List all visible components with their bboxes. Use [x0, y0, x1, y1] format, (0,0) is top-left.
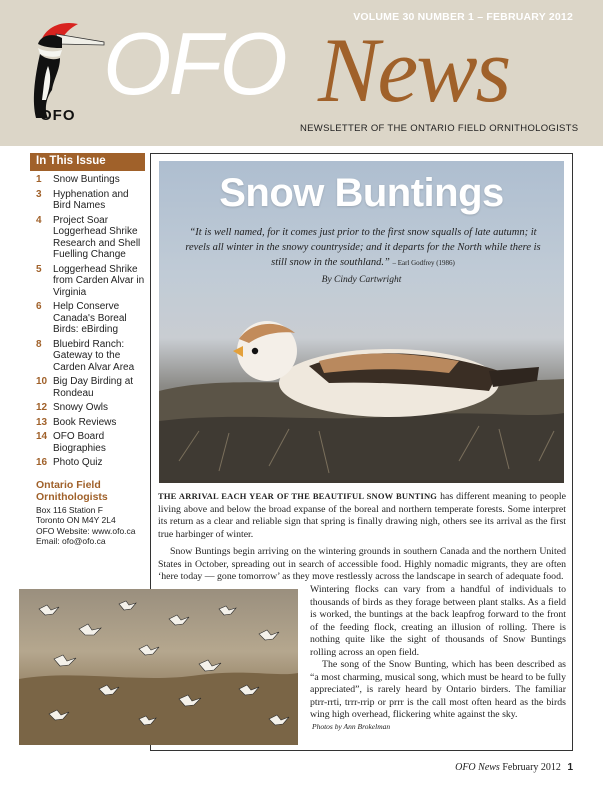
- page-footer: [455, 762, 573, 773]
- toc-item[interactable]: [30, 339, 145, 374]
- toc-page-number: 1: [36, 174, 42, 185]
- footer-date: February 2012: [502, 762, 561, 773]
- toc-page-number: 10: [36, 376, 48, 387]
- address-line: Box 116 Station F: [36, 504, 103, 515]
- toc-page-number: 8: [36, 338, 42, 350]
- page-number: 1: [567, 762, 573, 773]
- toc-page-number: 5: [36, 263, 42, 275]
- lead-in-caps: THE ARRIVAL EACH YEAR OF THE BEAUTIFUL SNOW BUNTING: [158, 491, 438, 501]
- toc-item[interactable]: [30, 264, 145, 299]
- toc-list: [30, 174, 145, 469]
- hero-photo: [159, 161, 564, 483]
- toc-label: Snow Buntings: [53, 174, 120, 185]
- paragraph-text: The song of the Snow Bunting, which has been described as “a most charming, musical song, which must be heard to be fully appreciated”, is rarely heard by Ontario birders. The familiar ptrr-rrti, trrr-rrip or prrr is the call most often heard as the birds wing high overhead, flickering white against the sky.: [310, 659, 566, 720]
- article-title: Snow Buntings: [219, 171, 504, 215]
- epigraph-quote: [183, 225, 543, 271]
- table-of-contents: [30, 153, 145, 547]
- photo-credit: Photos by Ann Brokelman: [312, 722, 391, 731]
- masthead-subtitle: NEWSLETTER OF THE ONTARIO FIELD ORNITHOLOGISTS: [300, 123, 579, 134]
- org-address: [30, 505, 145, 547]
- toc-page-number: 4: [36, 214, 42, 226]
- toc-label: Hyphenation and Bird Names: [53, 188, 129, 211]
- toc-label: Project Soar Loggerhead Shrike Research and Shell Fuelling Change: [53, 214, 141, 260]
- org-name: [30, 479, 145, 503]
- masthead: [0, 0, 603, 146]
- article-byline: By Cindy Cartwright: [321, 275, 402, 285]
- website-link[interactable]: OFO Website: www.ofo.ca: [36, 525, 136, 536]
- quote-text: “It is well named, for it comes just prior to the first snow squalls of late autumn; it revels all winter in the snowy countryside; and it departs for the North while there is still snow in the southland.”: [185, 227, 541, 268]
- toc-label: Bluebird Ranch: Gateway to the Carden Alvar Area: [53, 338, 135, 373]
- toc-label: Book Reviews: [53, 416, 117, 428]
- toc-item[interactable]: [30, 417, 145, 429]
- email-link[interactable]: Email: ofo@ofo.ca: [36, 536, 106, 546]
- toc-item[interactable]: [30, 215, 145, 261]
- address-line: Toronto ON M4Y 2L4: [36, 515, 116, 525]
- article-paragraph: [158, 546, 566, 584]
- issue-line: VOLUME 30 NUMBER 1 – FEBRUARY 2012: [353, 11, 573, 23]
- toc-label: Loggerhead Shrike from Carden Alvar in Virginia: [53, 263, 145, 298]
- toc-item[interactable]: [30, 457, 145, 469]
- toc-page-number: 16: [36, 457, 48, 468]
- flock-photo: [19, 589, 298, 745]
- masthead-title-news: News: [318, 19, 510, 121]
- toc-item[interactable]: [30, 402, 145, 414]
- toc-label: Help Conserve Canada's Boreal Birds: eBirding: [53, 301, 127, 335]
- toc-label: Photo Quiz: [53, 457, 103, 468]
- org-name-line: Ornithologists: [36, 490, 108, 503]
- masthead-title-ofo: OFO: [103, 14, 285, 113]
- flock-of-birds-photo: [19, 589, 298, 745]
- toc-item[interactable]: [30, 174, 145, 186]
- article-paragraph: [310, 584, 566, 722]
- toc-page-number: 12: [36, 402, 48, 413]
- paragraph-text: has different meaning to people living above and below the broad expanse of the boreal and northern temperate forests. Some interpret its return as a clear and reliable sign that spring is finally drawing nigh, others see its arrival as the first true harbinger of winter.: [158, 491, 566, 540]
- paragraph-text: Wintering flocks can vary from a handful of individuals to thousands of birds as they forage between plant stalks. As a field is worked, the buntings at the back leapfrog forward to the front of the feeding flock, creating an illusion of rolling. There is nothing quite like the sight of thousands of Snow Buntings rolling across an open field.: [310, 584, 566, 658]
- toc-page-number: 13: [36, 416, 48, 428]
- quote-attribution: – Earl Godfrey (1986): [392, 259, 455, 267]
- toc-item[interactable]: [30, 301, 145, 336]
- toc-label: Big Day Birding at Rondeau: [53, 376, 134, 399]
- toc-item[interactable]: [30, 431, 145, 454]
- paragraph-text: Snow Buntings begin arriving on the wintering grounds in southern Canada and the northern United States in October, spreading out in search of accessible food. Highly nomadic migrants, they are often ‘here today — gone tomorrow’ as they move restlessly across the landscape in search of adequate food.: [158, 546, 566, 582]
- org-name-line: Ontario Field: [36, 478, 101, 491]
- toc-item[interactable]: [30, 376, 145, 399]
- toc-heading: In This Issue: [30, 153, 145, 171]
- toc-page-number: 3: [36, 188, 42, 200]
- article-paragraph: [158, 490, 566, 541]
- toc-page-number: 6: [36, 301, 42, 312]
- toc-label: OFO Board Biographies: [53, 431, 106, 454]
- toc-page-number: 14: [36, 431, 48, 442]
- toc-item[interactable]: [30, 189, 145, 212]
- logo-text: OFO: [40, 107, 76, 124]
- footer-publication: OFO News: [455, 762, 500, 773]
- toc-label: Snowy Owls: [53, 402, 109, 413]
